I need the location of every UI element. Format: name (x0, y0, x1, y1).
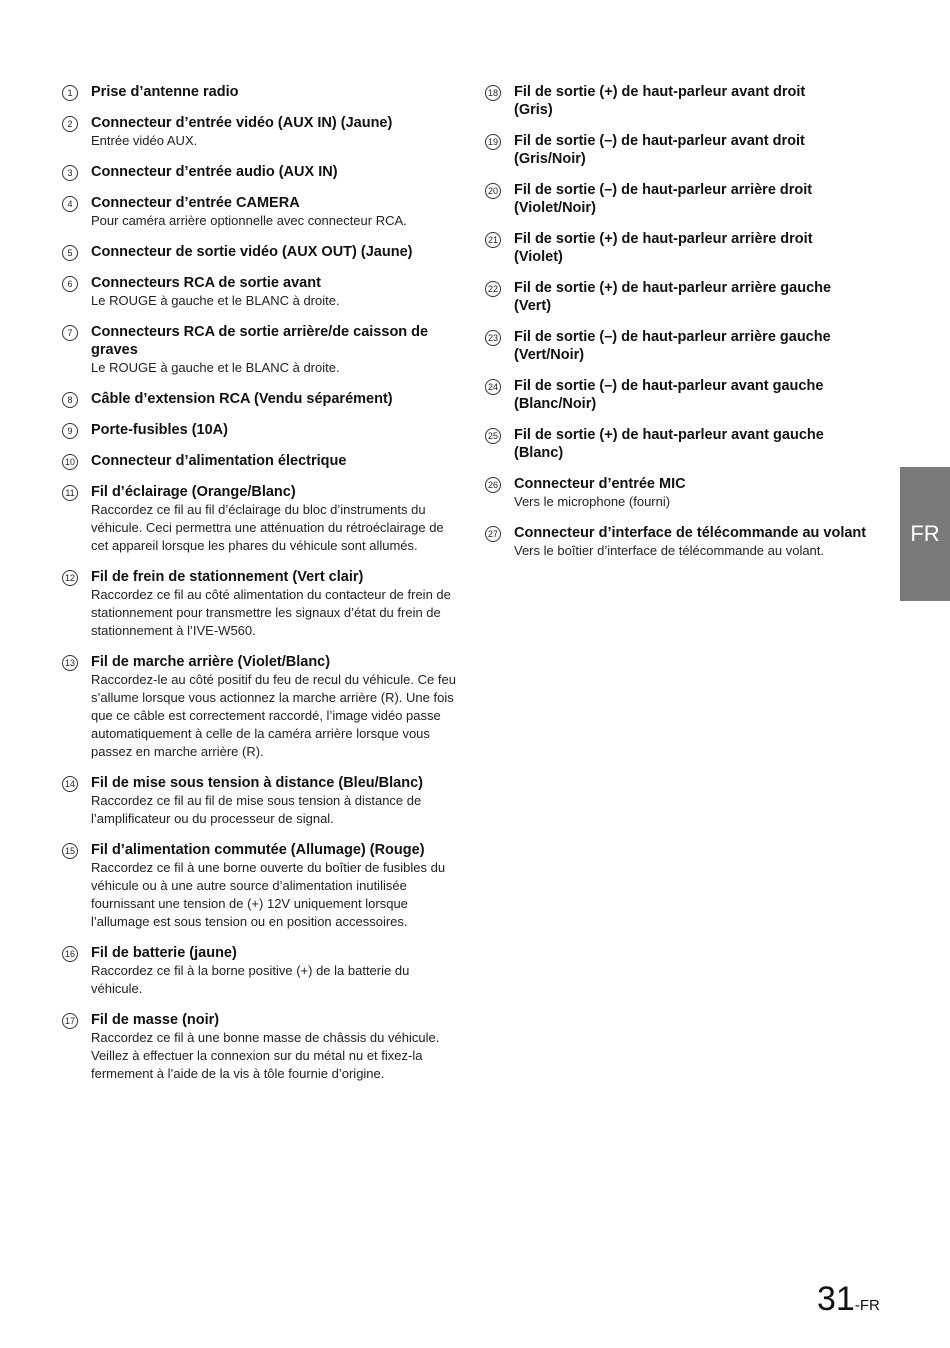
item-number: 15 (62, 843, 78, 859)
item-number: 22 (485, 281, 501, 297)
item-number: 1 (62, 85, 78, 101)
item-number: 13 (62, 655, 78, 671)
page-number-value: 31 (817, 1280, 855, 1318)
item-title: Connecteur de sortie vidéo (AUX OUT) (Jaune) (91, 244, 413, 260)
item-text (514, 426, 880, 462)
item-title: Fil de sortie (–) de haut-parleur arrière droit (Violet/Noir) (514, 182, 813, 216)
item-description: Raccordez ce fil au fil d’éclairage du bloc d’instruments du véhicule. Ceci permettra une atténuation du rétroéclairage de cet appareil lorsque les phares du véhicule sont allumés. (91, 502, 444, 553)
item-title: Fil de batterie (jaune) (91, 945, 237, 961)
item-text (91, 390, 462, 408)
item-text (91, 841, 462, 931)
item-title: Fil de sortie (+) de haut-parleur arrière gauche (Vert) (514, 280, 832, 314)
list-item (62, 243, 462, 261)
item-description: Raccordez ce fil au côté alimentation du contacteur de frein de stationnement pour transmettre les signaux d’état du frein de stationnement à l’IVE-W560. (91, 587, 451, 638)
item-description: Vers le microphone (fourni) (514, 494, 671, 509)
item-number: 16 (62, 946, 78, 962)
item-title: Fil de sortie (–) de haut-parleur avant droit (Gris/Noir) (514, 133, 805, 167)
item-number: 8 (62, 392, 78, 408)
item-text (91, 774, 462, 828)
item-title: Connecteurs RCA de sortie arrière/de caisson de graves (91, 324, 429, 358)
item-number: 25 (485, 428, 501, 444)
item-text (91, 323, 462, 377)
item-description: Raccordez ce fil au fil de mise sous tension à distance de l’amplificateur ou du processeur de signal. (91, 793, 422, 826)
list-item (485, 83, 880, 119)
item-title: Connecteur d’entrée audio (AUX IN) (91, 164, 338, 180)
list-item (62, 274, 462, 310)
list-item (62, 390, 462, 408)
list-item (485, 377, 880, 413)
item-title: Fil de masse (noir) (91, 1012, 220, 1028)
item-text (91, 114, 462, 150)
item-text (91, 483, 462, 555)
item-text (91, 83, 462, 101)
item-text (91, 568, 462, 640)
item-title: Fil de sortie (+) de haut-parleur arrière droit (Violet) (514, 231, 813, 265)
item-text (91, 274, 462, 310)
item-text (514, 181, 880, 217)
item-text (91, 421, 462, 439)
item-text (91, 194, 462, 230)
item-title: Connecteur d’interface de télécommande au volant (514, 525, 867, 541)
page-number (817, 1280, 880, 1319)
item-text (91, 653, 462, 761)
item-description: Entrée vidéo AUX. (91, 133, 198, 148)
item-number: 11 (62, 485, 78, 501)
item-number: 7 (62, 325, 78, 341)
language-tab: FR (900, 467, 950, 601)
item-description: Pour caméra arrière optionnelle avec connecteur RCA. (91, 213, 407, 228)
item-number: 10 (62, 454, 78, 470)
item-title: Connecteur d’alimentation électrique (91, 453, 347, 469)
list-item (62, 194, 462, 230)
list-item (485, 132, 880, 168)
list-item (485, 426, 880, 462)
item-number: 27 (485, 526, 501, 542)
item-number: 12 (62, 570, 78, 586)
item-text (91, 452, 462, 470)
list-item (485, 279, 880, 315)
item-text (514, 230, 880, 266)
item-number: 17 (62, 1013, 78, 1029)
item-description: Le ROUGE à gauche et le BLANC à droite. (91, 293, 340, 308)
item-number: 21 (485, 232, 501, 248)
item-text (91, 1011, 462, 1083)
item-title: Câble d’extension RCA (Vendu séparément) (91, 391, 393, 407)
item-text (514, 83, 880, 119)
item-title: Prise d’antenne radio (91, 84, 239, 100)
item-description: Le ROUGE à gauche et le BLANC à droite. (91, 360, 340, 375)
list-item (62, 83, 462, 101)
item-text (514, 524, 880, 560)
item-number: 6 (62, 276, 78, 292)
list-item (485, 181, 880, 217)
item-description: Raccordez ce fil à une bonne masse de châssis du véhicule. Veillez à effectuer la connexion sur du métal nu et fixez-la fermement à l’aide de la vis à tôle fournie d’origine. (91, 1030, 440, 1081)
list-item (485, 230, 880, 266)
item-text (91, 163, 462, 181)
item-text (514, 377, 880, 413)
list-item (62, 452, 462, 470)
item-text (514, 328, 880, 364)
item-text (91, 243, 462, 261)
list-item (485, 328, 880, 364)
list-item (62, 944, 462, 998)
item-title: Connecteur d’entrée MIC (514, 476, 686, 492)
item-number: 26 (485, 477, 501, 493)
item-description: Raccordez ce fil à la borne positive (+) de la batterie du véhicule. (91, 963, 410, 996)
list-item (62, 163, 462, 181)
list-item (62, 653, 462, 761)
item-title: Porte-fusibles (10A) (91, 422, 228, 438)
item-title: Fil de sortie (+) de haut-parleur avant gauche (Blanc) (514, 427, 824, 461)
item-number: 9 (62, 423, 78, 439)
list-item (62, 841, 462, 931)
item-title: Fil de frein de stationnement (Vert clair) (91, 569, 364, 585)
list-item (62, 483, 462, 555)
list-item (485, 524, 880, 560)
item-description: Raccordez-le au côté positif du feu de recul du véhicule. Ce feu s’allume lorsque vous actionnez la marche arrière (R). Une fois que ce câble est correctement raccordé, l’image vidéo passe automatiquement à celle de la caméra arrière lorsque vous passez en marche arrière (R). (91, 672, 456, 759)
item-number: 18 (485, 85, 501, 101)
list-item (62, 1011, 462, 1083)
list-item (62, 568, 462, 640)
item-title: Fil de sortie (–) de haut-parleur avant gauche (Blanc/Noir) (514, 378, 824, 412)
item-number: 23 (485, 330, 501, 346)
item-title: Fil d’éclairage (Orange/Blanc) (91, 484, 296, 500)
list-item (62, 774, 462, 828)
item-title: Fil de sortie (–) de haut-parleur arrière gauche (Vert/Noir) (514, 329, 831, 363)
item-number: 2 (62, 116, 78, 132)
item-title: Fil d’alimentation commutée (Allumage) (Rouge) (91, 842, 425, 858)
item-title: Fil de mise sous tension à distance (Bleu/Blanc) (91, 775, 423, 791)
item-number: 24 (485, 379, 501, 395)
item-number: 19 (485, 134, 501, 150)
item-title: Connecteurs RCA de sortie avant (91, 275, 321, 291)
page-number-suffix: -FR (854, 1297, 880, 1314)
item-description: Vers le boîtier d’interface de télécommande au volant. (514, 543, 825, 558)
list-item (62, 421, 462, 439)
item-title: Connecteur d’entrée vidéo (AUX IN) (Jaune) (91, 115, 393, 131)
right-column (485, 83, 880, 573)
item-title: Connecteur d’entrée CAMERA (91, 195, 300, 211)
item-number: 14 (62, 776, 78, 792)
item-title: Fil de sortie (+) de haut-parleur avant droit (Gris) (514, 84, 806, 118)
item-title: Fil de marche arrière (Violet/Blanc) (91, 654, 331, 670)
list-item (62, 114, 462, 150)
left-column (62, 83, 462, 1096)
item-text (514, 475, 880, 511)
item-number: 20 (485, 183, 501, 199)
list-item (485, 475, 880, 511)
item-text (514, 279, 880, 315)
item-description: Raccordez ce fil à une borne ouverte du boîtier de fusibles du véhicule ou à une autre source d’alimentation inutilisée fournissant une tension de (+) 12V uniquement lorsque l’allumage est sous tension ou en position accessoires. (91, 860, 446, 929)
item-number: 5 (62, 245, 78, 261)
item-number: 4 (62, 196, 78, 212)
item-number: 3 (62, 165, 78, 181)
item-text (91, 944, 462, 998)
list-item (62, 323, 462, 377)
item-text (514, 132, 880, 168)
